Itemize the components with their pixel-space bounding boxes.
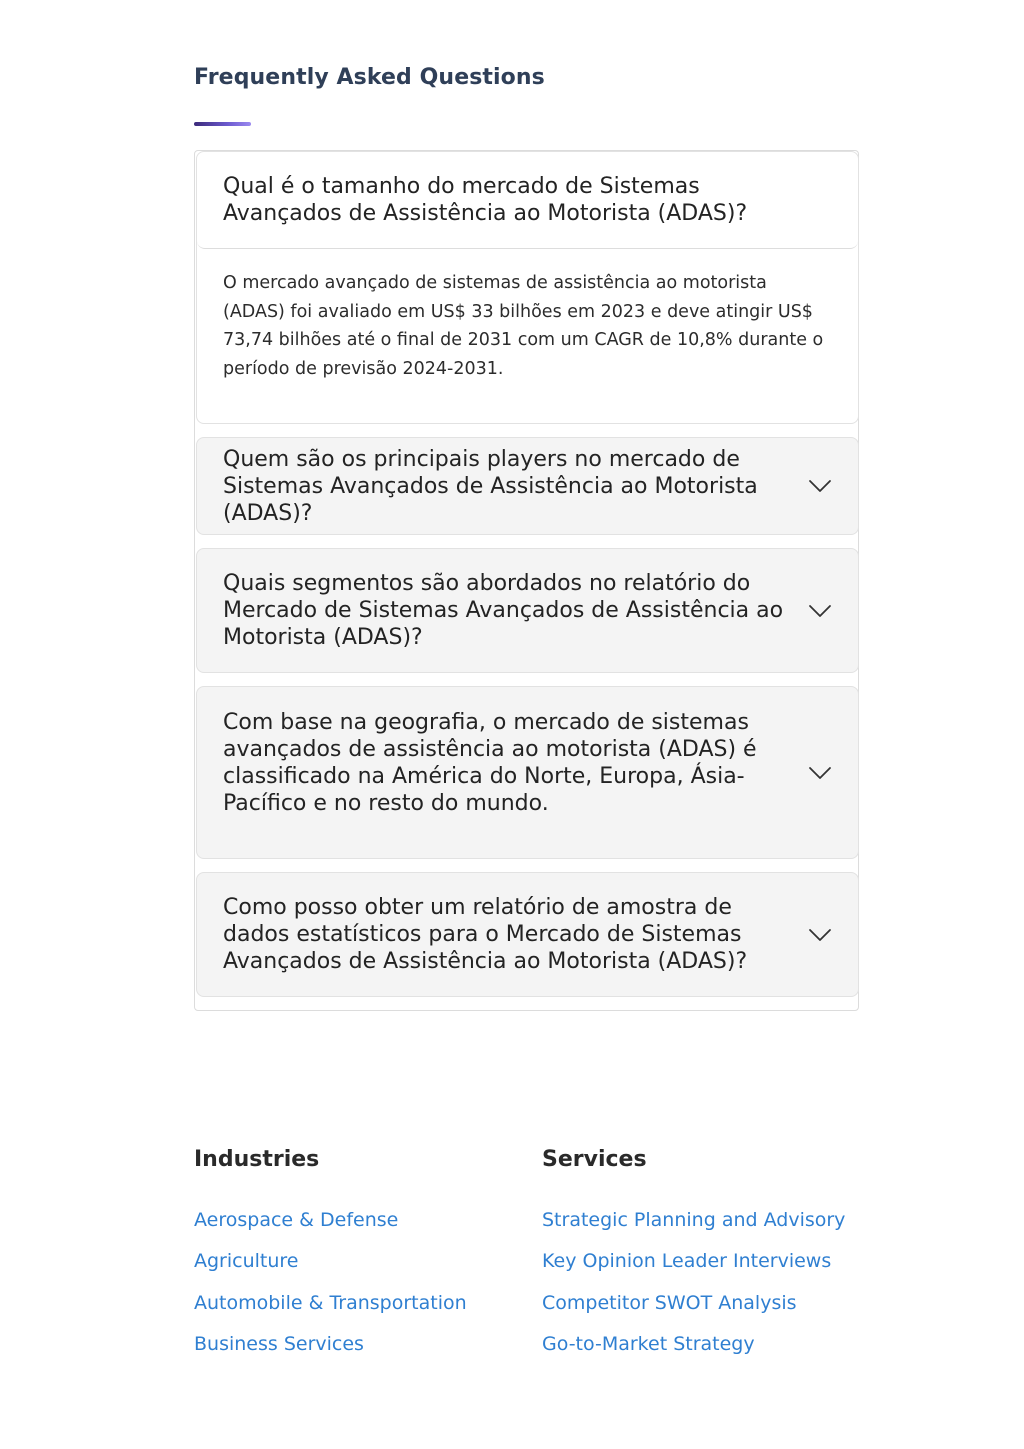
chevron-down-icon[interactable]	[808, 766, 832, 780]
chevron-down-icon[interactable]	[808, 928, 832, 942]
industry-link-aerospace[interactable]: Aerospace & Defense	[194, 1209, 399, 1231]
faq-question-text: Com base na geografia, o mercado de sistemas avançados de assistência ao motorista (ADAS) é classificado na América do Norte, Europa, Ásia-Pacífico e no resto do mundo.	[223, 710, 757, 816]
faq-question-5[interactable]	[197, 873, 858, 996]
faq-section	[194, 62, 859, 1011]
industry-link-agriculture[interactable]: Agriculture	[194, 1250, 299, 1273]
faq-item-1	[196, 151, 859, 424]
list-item	[194, 1287, 524, 1328]
service-link-swot-analysis[interactable]: Competitor SWOT Analysis	[542, 1291, 797, 1314]
faq-item-5[interactable]	[196, 872, 859, 997]
faq-question-2[interactable]	[197, 438, 858, 534]
list-item	[542, 1245, 872, 1286]
service-link-strategic-planning[interactable]: Strategic Planning and Advisory	[542, 1209, 846, 1231]
faq-question-text: Quais segmentos são abordados no relatório do Mercado de Sistemas Avançados de Assistência ao Motorista (ADAS)?	[223, 571, 784, 650]
services-title: Services	[542, 1147, 647, 1172]
faq-answer-1: O mercado avançado de sistemas de assistência ao motorista (ADAS) foi avaliado em US$ 33 bilhões em 2023 e deve atingir US$ 73,74 bilhões até o final de 2031 com um CAGR de 10,8% durante o período de previsão 2024-2031.	[223, 273, 824, 379]
industry-link-automobile[interactable]: Automobile & Transportation	[194, 1291, 467, 1314]
industries-column	[194, 1145, 524, 1369]
faq-question-1[interactable]	[197, 152, 858, 249]
faq-item-2[interactable]	[196, 437, 859, 535]
faq-item-3[interactable]	[196, 548, 859, 673]
service-link-kol-interviews[interactable]: Key Opinion Leader Interviews	[542, 1250, 832, 1273]
faq-heading: Frequently Asked Questions	[194, 65, 545, 90]
list-item	[542, 1204, 872, 1245]
industries-title: Industries	[194, 1147, 320, 1172]
list-item	[194, 1328, 524, 1369]
faq-question-text: Quem são os principais players no mercado de Sistemas Avançados de Assistência ao Motorista (ADAS)?	[223, 446, 758, 526]
chevron-down-icon[interactable]	[808, 479, 832, 493]
faq-question-text: Qual é o tamanho do mercado de Sistemas Avançados de Assistência ao Motorista (ADAS)?	[223, 174, 748, 226]
industries-list	[194, 1204, 524, 1369]
faq-accordion	[194, 150, 859, 1011]
faq-item-4[interactable]	[196, 686, 859, 859]
industry-link-business-services[interactable]: Business Services	[194, 1332, 364, 1355]
service-link-go-to-market[interactable]: Go-to-Market Strategy	[542, 1332, 755, 1355]
list-item	[542, 1287, 872, 1328]
list-item	[542, 1328, 872, 1369]
faq-question-4[interactable]	[197, 687, 858, 858]
chevron-down-icon[interactable]	[808, 604, 832, 618]
faq-question-3[interactable]	[197, 549, 858, 672]
list-item	[194, 1245, 524, 1286]
services-list	[542, 1204, 872, 1369]
list-item	[194, 1204, 524, 1245]
heading-underline	[194, 122, 251, 126]
services-column	[542, 1145, 872, 1369]
faq-question-text: Como posso obter um relatório de amostra de dados estatísticos para o Mercado de Sistemas Avançados de Assistência ao Motorista (ADAS)?	[223, 895, 748, 974]
